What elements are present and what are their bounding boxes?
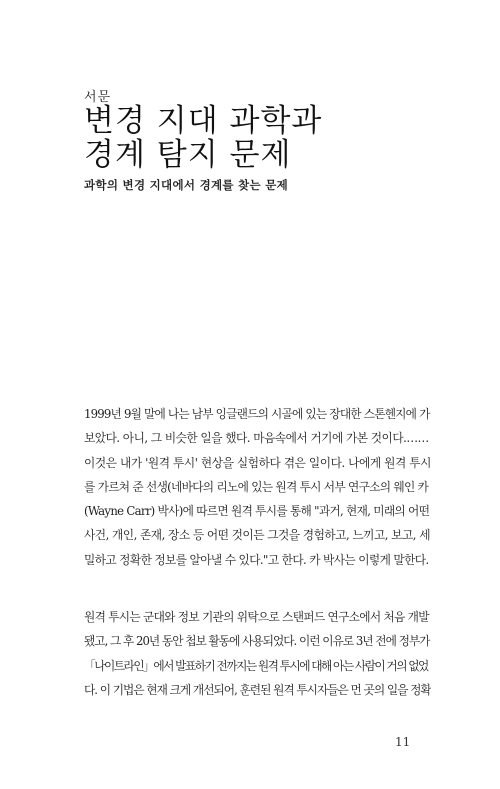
text-line: 원격 투시는 군대와 정보 기관의 위탁으로 스탠퍼드 연구소에서 처음 개발 — [84, 610, 429, 624]
text-line: 보았다. 아니, 그 비슷한 일을 했다. 마음속에서 거기에 가본 것이다.…… — [84, 431, 429, 446]
body-paragraph — [84, 402, 431, 572]
section-label: 서문 — [84, 90, 112, 105]
chapter-subtitle: 과학의 변경 지대에서 경계를 찾는 문제 — [84, 178, 289, 192]
chapter-title-line: 경계 탐지 문제 — [84, 137, 292, 173]
text-line: 1999년 9월 말에 나는 남부 잉글랜드의 시골에 있는 장대한 스톤헨지에 가 — [84, 407, 430, 421]
text-line: 「나이트라인」에서 발표하기 전까지는 원격 투시에 대해 아는 사람이 거의 없었 — [84, 658, 428, 673]
text-line: 를 가르쳐 준 선생(네바다의 리노에 있는 원격 투시 서부 연구소의 웨인 카 — [84, 479, 429, 494]
text-line: 사건, 개인, 존재, 장소 등 어떤 것이든 그것을 경험하고, 느끼고, 보고, 세 — [84, 528, 430, 543]
page-number: 11 — [395, 735, 411, 749]
body-paragraph — [84, 605, 431, 702]
text-line: 이것은 내가 '원격 투시' 현상을 실험하다 겪은 일이다. 나에게 원격 투시 — [84, 455, 431, 470]
text-line: 됐고, 그 후 20년 동안 첩보 활동에 사용되었다. 이런 이유로 3년 전에 정부가 — [84, 634, 430, 649]
text-line: 다. 이 기법은 현재 크게 개선되어, 훈련된 원격 투시자들은 먼 곳의 일을 정확 — [84, 682, 431, 697]
text-line: (Wayne Carr) 박사)에 따르면 원격 투시를 통해 "과거, 현재, 미래의 어떤 — [84, 504, 430, 519]
chapter-title-line: 변경 지대 과학과 — [84, 103, 323, 139]
text-line: 밀하고 정확한 정보를 알아낼 수 있다."고 한다. 카 박사는 이렇게 말한다. — [84, 552, 429, 567]
chapter-title — [84, 104, 322, 172]
